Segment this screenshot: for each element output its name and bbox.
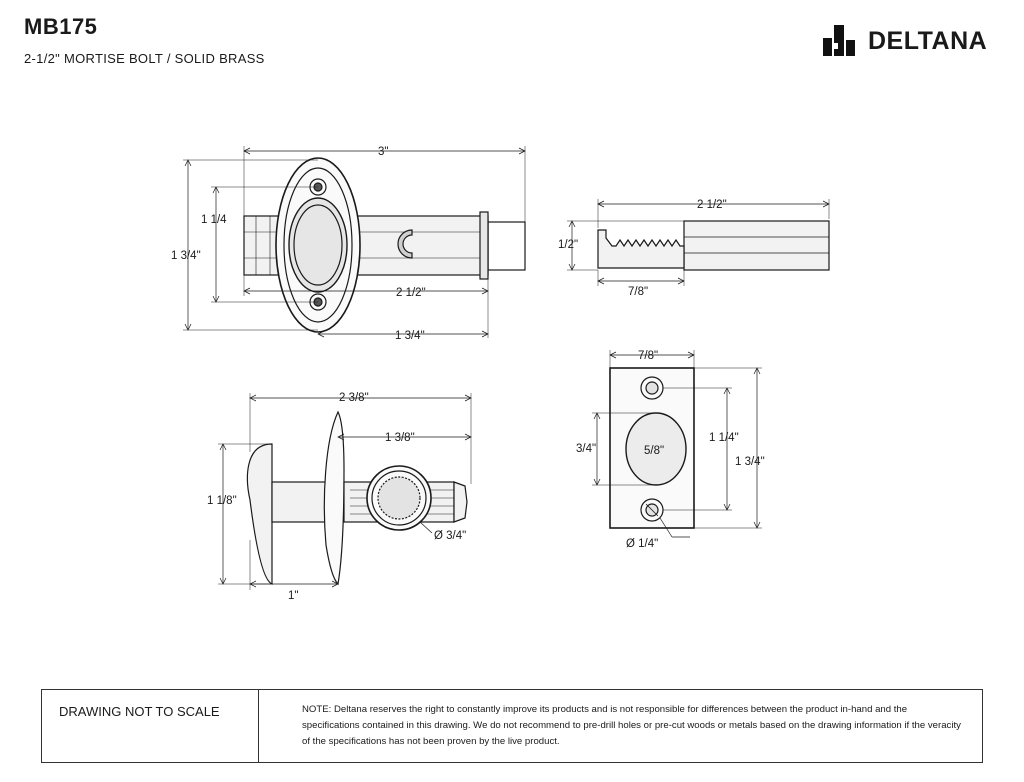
dim-face-hole-span: 1 1/4" [709, 432, 739, 444]
brand-name: DELTANA [868, 27, 988, 55]
dim-key-head-height: 1 1/8" [207, 495, 237, 507]
dim-front-overall-length: 3" [378, 146, 389, 158]
scale-note-cell [42, 690, 259, 762]
disclaimer-note: NOTE: Deltana reserves the right to constantly improve its products and is not responsible for differences between the product in-hand and the specifications contained in this drawing. We do not recommend to pre-drill holes or pre-cut woods or metals based on the drawing information if the veracity of the specifications has not been proven by the live product. [302, 704, 961, 747]
dim-face-width: 7/8" [638, 350, 659, 362]
side-view [567, 199, 829, 286]
dim-key-overall-length: 2 3/8" [339, 392, 369, 404]
dim-front-overall-height: 1 3/4" [171, 250, 201, 262]
dim-key-collar-diameter: Ø 3/4" [434, 530, 467, 542]
scale-note: DRAWING NOT TO SCALE [59, 704, 220, 719]
model-number: MB175 [24, 14, 98, 39]
dim-face-overall-height: 1 3/4" [735, 456, 765, 468]
front-view [183, 146, 525, 338]
dim-face-bolt-diameter: 5/8" [644, 445, 665, 457]
dim-side-rack-length: 7/8" [628, 286, 649, 298]
dim-face-bolt-hole-height: 3/4" [576, 443, 597, 455]
product-subtitle: 2-1/2" MORTISE BOLT / SOLID BRASS [24, 51, 265, 66]
dim-front-bolt-length: 2 1/2" [396, 287, 426, 299]
dim-key-shaft-length: 1 3/8" [385, 432, 415, 444]
title-block [41, 689, 983, 763]
dim-front-plate-height: 1 1/4 [201, 214, 227, 226]
dim-key-head-length: 1" [288, 590, 299, 602]
dim-face-screw-hole: Ø 1/4" [626, 538, 659, 550]
dim-front-plate-to-end: 1 3/4" [395, 330, 425, 342]
key-view [218, 393, 471, 590]
dim-side-height: 1/2" [558, 239, 579, 251]
dim-side-length: 2 1/2" [697, 199, 727, 211]
